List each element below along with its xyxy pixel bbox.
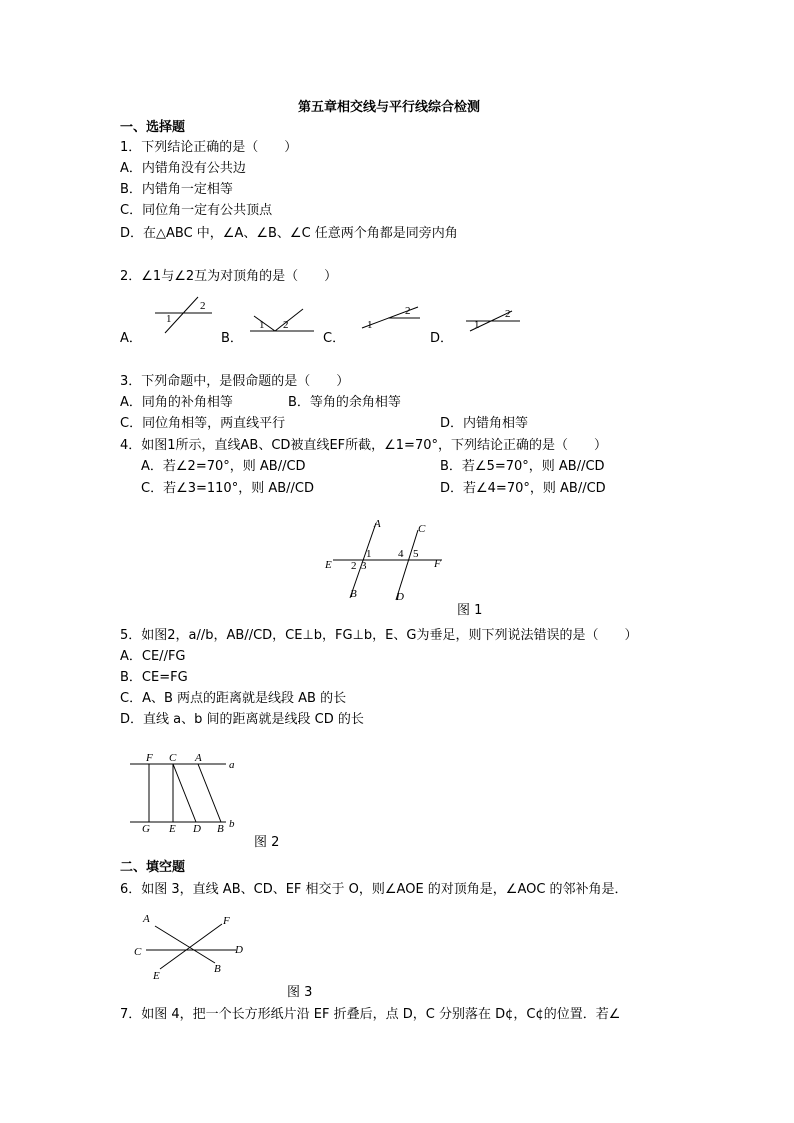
question-6-stem: 6．如图 3，直线 AB、CD、EF 相交于 O，则∠AOE 的对顶角是，∠AOC 的邻补角是． [120, 882, 628, 897]
figure-1-caption: 图 1 [457, 603, 483, 618]
angle-5-label: 5 [413, 548, 419, 560]
question-4-option-a: A．若∠2=70°，则 AB//CD [141, 459, 306, 474]
question-2-stem: 2．∠1与∠2互为对顶角的是（ ） [120, 269, 338, 284]
question-2-option-c: C． [323, 331, 346, 346]
question-3-stem: 3．下列命题中，是假命题的是（ ） [120, 374, 350, 389]
angle-label: 2 [283, 319, 289, 331]
question-5-option-b: B．CE=FG [120, 670, 188, 685]
figure-3-caption: 图 3 [287, 985, 313, 1000]
question-1-stem: 1．下列结论正确的是（ ） [120, 140, 298, 155]
point-f-label: F [223, 915, 230, 927]
question-3-option-d: D．内错角相等 [440, 416, 529, 431]
angle-label: 2 [200, 300, 206, 312]
point-e-label: E [325, 559, 332, 571]
angle-3-label: 3 [361, 560, 367, 572]
angle-4-label: 4 [398, 548, 404, 560]
question-4-stem: 4．如图1所示，直线AB、CD被直线EF所截，∠1=70°，下列结论正确的是（ ） [120, 438, 607, 453]
point-d-label: D [235, 944, 243, 956]
point-g-label: G [142, 823, 150, 835]
point-b-label: B [214, 963, 221, 975]
question-5-option-d: D．直线 a、b 间的距离就是线段 CD 的长 [120, 712, 364, 727]
angle-label: 1 [259, 319, 265, 331]
question-5-stem: 5．如图2，a//b，AB//CD，CE⊥b，FG⊥b，E、G为垂足，则下列说法错误的是（ ） [120, 628, 638, 643]
question-1-option-b: B．内错角一定相等 [120, 182, 233, 197]
question-1-option-c: C．同位角一定有公共顶点 [120, 203, 273, 218]
question-4-option-c: C．若∠3=110°，则 AB//CD [141, 481, 314, 496]
line-b-label: b [229, 818, 235, 830]
question-5-option-c: C．A、B 两点的距离就是线段 AB 的长 [120, 691, 347, 706]
question-3-option-a: A．同角的补角相等 [120, 395, 233, 410]
question-7-stem: 7．如图 4，把一个长方形纸片沿 EF 折叠后，点 D，C 分别落在 D¢，C¢的位置．若∠ [120, 1007, 621, 1022]
point-b-label: B [350, 588, 357, 600]
point-a-label: A [195, 752, 202, 764]
angle-label: 2 [405, 305, 411, 317]
question-3-option-b: B．等角的余角相等 [288, 395, 401, 410]
point-a-label: A [143, 913, 150, 925]
question-2-option-b: B． [221, 331, 243, 346]
figure-2-caption: 图 2 [254, 835, 280, 850]
point-f-label: F [146, 752, 153, 764]
angle-1-label: 1 [366, 548, 372, 560]
page-title: 第五章相交线与平行线综合检测 [298, 100, 481, 115]
point-c-label: C [134, 946, 142, 958]
question-4-option-b: B．若∠5=70°，则 AB//CD [440, 459, 605, 474]
point-c-label: C [418, 523, 426, 535]
point-e-label: E [153, 970, 160, 982]
question-1-option-a: A．内错角没有公共边 [120, 161, 246, 176]
point-e-label: E [169, 823, 176, 835]
angle-label: 1 [166, 313, 172, 325]
point-d-label: D [193, 823, 201, 835]
question-3-option-c: C．同位角相等，两直线平行 [120, 416, 286, 431]
point-d-label: D [396, 591, 404, 603]
question-5-option-a: A．CE//FG [120, 649, 186, 664]
angle-2-label: 2 [351, 560, 357, 572]
angle-label: 1 [367, 319, 373, 331]
point-f-label: F [434, 558, 441, 570]
angle-label: 1 [474, 319, 480, 331]
line-a-label: a [229, 759, 235, 771]
question-1-option-d: D．在△ABC 中，∠A、∠B、∠C 任意两个角都是同旁内角 [120, 226, 458, 241]
question-2-option-a: A． [120, 331, 142, 346]
question-2-option-d: D． [430, 331, 454, 346]
section-heading-choice: 一、选择题 [120, 120, 186, 135]
angle-label: 2 [505, 308, 511, 320]
point-b-label: B [217, 823, 224, 835]
question-4-option-d: D．若∠4=70°，则 AB//CD [440, 481, 606, 496]
section-heading-fill: 二、填空题 [120, 860, 186, 875]
point-a-label: A [374, 518, 381, 530]
point-c-label: C [169, 752, 177, 764]
